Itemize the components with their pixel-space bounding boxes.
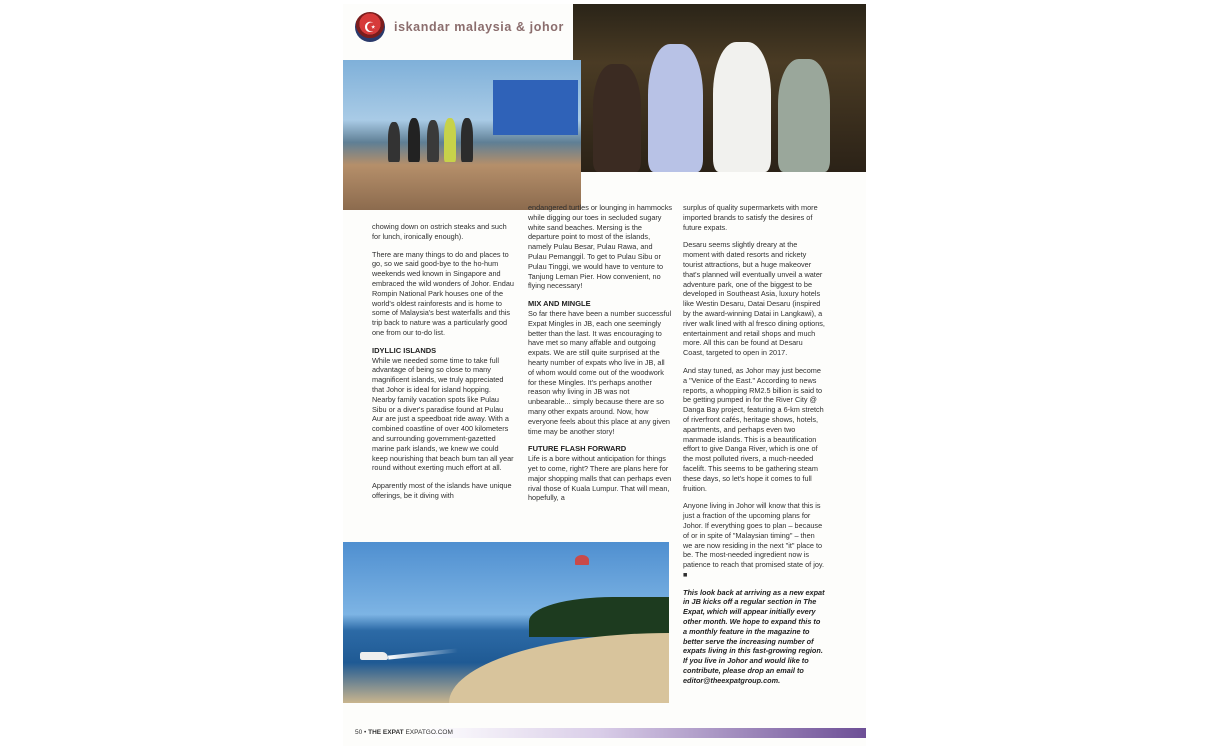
- malaysia-flag-badge-icon: ☪: [355, 12, 385, 42]
- article-column-2: [528, 203, 672, 511]
- paragraph: Apparently most of the islands have unique offerings, be it diving with: [372, 481, 512, 500]
- subheading: MIX AND MINGLE: [528, 299, 591, 309]
- section-note-caption: This look back at arriving as a new expat in JB kicks off a regular section in The Expat, which will appear initially every other month. We hope to expand this to a monthly feature in the magazine to better serve the increasing number of expats living in this fast-growing region. If you live in Johor and would like to contribute, please drop an email to editor@theexpatgroup.com.: [683, 587, 825, 685]
- speedboat-icon: [360, 652, 388, 660]
- paragraph: Life is a bore without anticipation for things yet to come, right? There are plans here for major shopping malls that can perhaps even rival those of Kuala Lumpur. That will mean, hopefully, a: [528, 454, 672, 503]
- magazine-brand: THE EXPAT: [368, 729, 404, 736]
- footer-text: [355, 729, 453, 736]
- subheading: FUTURE FLASH FORWARD: [528, 444, 627, 454]
- article-column-1: [372, 222, 515, 509]
- paragraph: Desaru seems slightly dreary at the moment with dated resorts and rickety tourist attractions, but a huge makeover that's planned will eventually unveil a water adventure park, one of the biggest to be developed in Southeast Asia, luxury hotels like Westin Desaru, Datai Desaru (inspired by the award-winning Datai in Langkawi), a river walk lined with al fresco dining options, entertainment and retail shops and much more. All this can be found at Desaru Coast, targeted to open in 2017.: [683, 240, 825, 358]
- paragraph: chowing down on ostrich steaks and such for lunch, ironically enough).: [372, 222, 507, 241]
- paragraph: There are many things to do and places to go, so we said good-bye to the ho-hum weekends wed known in Singapore and embraced the wild wonders of Johor. Endau Rompin National Park houses one of the world's oldest rainforests and is home to some of Malaysia's best waterfalls and this trip back to nature was a particularly good one from our to-do list.: [372, 249, 514, 337]
- article-column-3: [683, 203, 825, 694]
- beach-jetty-photo: [343, 60, 581, 210]
- page-number: 50 •: [355, 729, 367, 736]
- footer-gradient-bar: [423, 728, 866, 738]
- paragraph: And stay tuned, as Johor may just become a "Venice of the East." According to news reports, a whopping RM2.5 billion is said to be getting pumped in for the River City @ Danga Bay project, featuring a 6-km stretch of riverfront cafés, heritage shows, hotels, apartments, and perhaps even two manmade islands. This is a beautification effort to give Danga River, which is one of the most polluted rivers, a much-needed facelift. This seems to be gathering steam these days, so let's hope it comes to full fruition.: [683, 365, 824, 493]
- sea-speedboat-photo: [343, 542, 669, 703]
- subheading: IDYLLIC ISLANDS: [372, 345, 437, 355]
- parasail-icon: [575, 555, 589, 565]
- paragraph: endangered turtles or lounging in hammocks while digging our toes in secluded sugary white sand beaches. Mersing is the departure point to most of the islands, namely Pulau Besar, Pulau Rawa, and Pulau Pemanggil. To get to Pulau Sibu or Pulau Tinggi, we would have to venture to Tanjung Leman Pier. How convenient, no flying necessary!: [528, 203, 672, 291]
- magazine-site: EXPATGO.COM: [405, 729, 453, 736]
- paragraph: While we needed some time to take full advantage of being so close to many magnificent islands, we truly appreciated that Johor is ideal for island hopping. Nearby family vacation spots like Pulau Sibu or a diver's paradise found at Pulau Aur are just a speedboat ride away. With a combined coastline of over 400 kilometers and surrounding government-gazetted marine park islands, we knew we could keep nourishing that beach bum tan all year round without exerting much effort at all.: [372, 355, 514, 473]
- section-title: iskandar malaysia & johor: [394, 20, 564, 34]
- party-photo: [573, 4, 866, 172]
- page-footer: [343, 726, 866, 740]
- paragraph: So far there have been a number successful Expat Mingles in JB, each one seemingly better than the last. It was encouraging to have met so many affable and outgoing expats. We are still quite surprised at the hearty number of expats who live in JB, all of whom would come out of the woodwork for these Mingles. It's perhaps another reason why living in JB was not unbearable... simply because there are so many other expats around. Now, how everyone feels about this place at any given time may be another story!: [528, 308, 672, 436]
- paragraph: Anyone living in Johor will know that this is just a fraction of the upcoming plans for Johor. If everything goes to plan – because of or in spite of "Malaysian timing" – then we are now residing in the next "it" place to be. The most-needed ingredient now is patience to reach that promised state of joy. ■: [683, 501, 825, 579]
- paragraph: surplus of quality supermarkets with more imported brands to satisfy the desires of future expats.: [683, 203, 818, 232]
